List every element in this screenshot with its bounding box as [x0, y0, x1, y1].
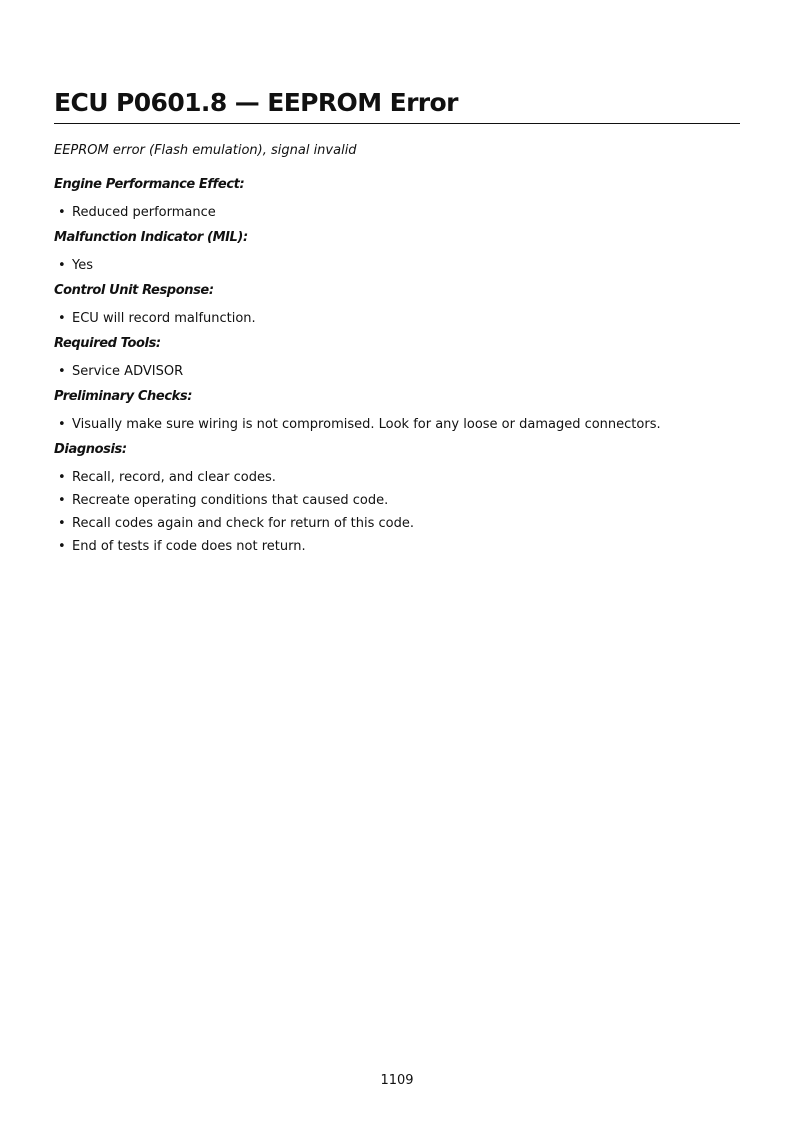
list-item-text: Service ADVISOR: [72, 364, 184, 379]
list-item-text: Yes: [72, 258, 93, 273]
section-malfunction-indicator: [54, 229, 740, 275]
bullet-list: [54, 469, 740, 556]
bullet-list: [54, 204, 740, 222]
list-item-text: Recall codes again and check for return of this code.: [72, 516, 415, 531]
list-item: [54, 538, 740, 556]
list-item: [54, 416, 740, 434]
section-heading: Engine Performance Effect:: [54, 177, 245, 192]
list-item-text: Recreate operating conditions that caused code.: [72, 493, 389, 508]
section-heading: Control Unit Response:: [54, 283, 214, 298]
bullet-icon: •: [58, 493, 66, 508]
list-item-text: Reduced performance: [72, 205, 216, 220]
list-item: [54, 204, 740, 222]
list-item: [54, 257, 740, 275]
list-item: [54, 515, 740, 533]
list-item-text: Visually make sure wiring is not compromised. Look for any loose or damaged connectors.: [72, 417, 661, 432]
bullet-icon: •: [58, 516, 66, 531]
bullet-icon: •: [58, 417, 66, 432]
list-item: [54, 363, 740, 381]
section-heading: Required Tools:: [54, 336, 161, 351]
page-title: ECU P0601.8 — EEPROM Error: [54, 86, 740, 124]
list-item-text: ECU will record malfunction.: [72, 311, 256, 326]
section-required-tools: [54, 335, 740, 381]
section-preliminary-checks: [54, 388, 740, 434]
bullet-list: [54, 363, 740, 381]
document-page: [54, 86, 740, 556]
section-diagnosis: [54, 441, 740, 556]
section-heading: Preliminary Checks:: [54, 389, 193, 404]
list-item: [54, 469, 740, 487]
bullet-icon: •: [58, 311, 66, 326]
section-heading: Malfunction Indicator (MIL):: [54, 230, 248, 245]
bullet-icon: •: [58, 364, 66, 379]
bullet-icon: •: [58, 539, 66, 554]
section-engine-performance-effect: [54, 176, 740, 222]
bullet-icon: •: [58, 205, 66, 220]
section-control-unit-response: [54, 282, 740, 328]
bullet-icon: •: [58, 470, 66, 485]
page-number: 1109: [380, 1073, 414, 1088]
list-item: [54, 310, 740, 328]
list-item: [54, 492, 740, 510]
bullet-list: [54, 416, 740, 434]
page-subtitle: EEPROM error (Flash emulation), signal invalid: [54, 143, 357, 158]
bullet-list: [54, 310, 740, 328]
bullet-list: [54, 257, 740, 275]
list-item-text: End of tests if code does not return.: [72, 539, 306, 554]
section-heading: Diagnosis:: [54, 442, 127, 457]
bullet-icon: •: [58, 258, 66, 273]
list-item-text: Recall, record, and clear codes.: [72, 470, 276, 485]
